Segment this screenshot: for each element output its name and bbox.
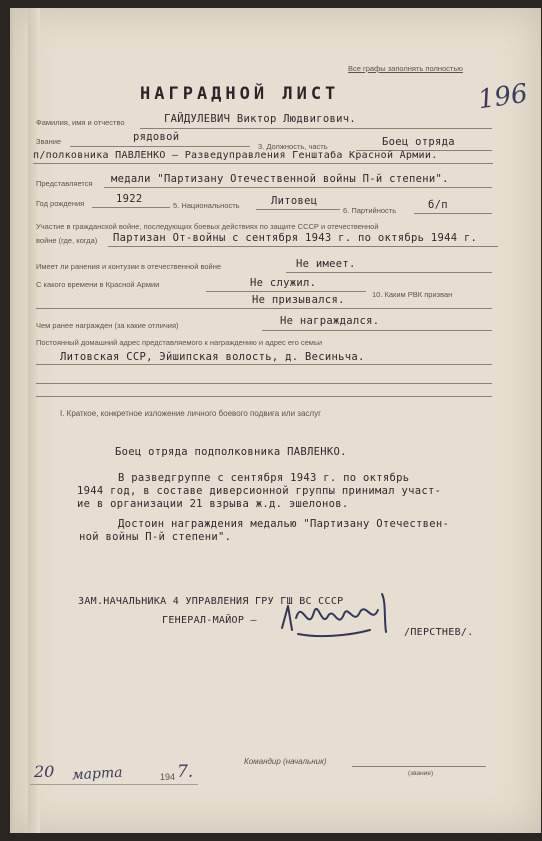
army-value: Не служил. bbox=[250, 277, 317, 289]
commander-label: Командир (начальник) bbox=[244, 757, 327, 766]
presented-label: Представляется bbox=[36, 179, 93, 188]
party-label: 6. Партийность bbox=[343, 206, 397, 215]
narrative-line: Боец отряда подполковника ПАВЛЕНКО. bbox=[115, 446, 347, 458]
address-label: Постоянный домашний адрес представляемого к награждению и адрес его семьи bbox=[36, 338, 323, 347]
rvk-value: Не призывался. bbox=[252, 294, 345, 306]
surname-label: Фамилия, имя и отчество bbox=[36, 118, 125, 127]
position-value-1: Боец отряда bbox=[382, 136, 455, 148]
page-fold bbox=[28, 8, 40, 833]
signatory-title: ЗАМ.НАЧАЛЬНИКА 4 УПРАВЛЕНИЯ ГРУ ГШ ВС СССР bbox=[78, 596, 344, 607]
narrative-line: ной войны П-й степени". bbox=[79, 531, 232, 543]
section-heading: I. Краткое, конкретное изложение личного боевого подвига или заслуг bbox=[60, 409, 321, 418]
date-month: марта bbox=[71, 764, 123, 784]
party-value: б/п bbox=[428, 199, 448, 211]
date-year-digit: 7. bbox=[177, 762, 194, 782]
narrative-line: ие в организации 21 взрыва ж.д. эшелонов. bbox=[77, 498, 349, 510]
awards-value: Не награждался. bbox=[280, 315, 380, 327]
rank-value: рядовой bbox=[133, 131, 180, 143]
narrative-line: 1944 год, в составе диверсионной группы принимал участ- bbox=[77, 485, 442, 497]
signatory-name: /ПЕРСТНЕВ/. bbox=[404, 627, 474, 638]
nationality-value: Литовец bbox=[271, 195, 318, 207]
birth-label: Год рождения bbox=[36, 199, 85, 208]
document-title: НАГРАДНОЙ ЛИСТ bbox=[140, 84, 340, 104]
wounds-label: Имеет ли ранения и контузии в отечественной войне bbox=[36, 262, 222, 271]
position-label: 3. Должность, часть bbox=[258, 142, 328, 151]
page-number: 196 bbox=[476, 78, 530, 116]
address-value: Литовская ССР, Эйшипская волость, д. Весиньча. bbox=[60, 351, 365, 363]
birth-value: 1922 bbox=[116, 193, 143, 205]
surname-value: ГАЙДУЛЕВИЧ Виктор Людвигович. bbox=[164, 113, 357, 125]
presented-value: медали "Партизану Отечественной войны П-й степени". bbox=[111, 173, 449, 185]
nationality-label: 5. Национальность bbox=[173, 201, 240, 210]
rvk-label: 10. Каким РВК призван bbox=[372, 290, 453, 299]
date-year-prefix: 194 bbox=[160, 772, 176, 782]
signatory-rank: ГЕНЕРАЛ-МАЙОР – bbox=[162, 615, 257, 626]
army-label: С какого времени в Красной Армии bbox=[36, 280, 160, 289]
date-day: 20 bbox=[34, 762, 55, 781]
header-note: Все графы заполнять полностью bbox=[348, 64, 463, 73]
handwritten-signature bbox=[278, 588, 398, 644]
participation-value: Партизан От-войны с сентября 1943 г. по октябрь 1944 г. bbox=[113, 232, 478, 244]
position-value-2: п/полковника ПАВЛЕНКО – Разведуправления Генштаба Красной Армии. bbox=[33, 150, 438, 161]
participation-label-1: Участие в гражданской войне, последующих боевых действиях по защите СССР и отечественной bbox=[36, 222, 379, 231]
rank-label: Звание bbox=[36, 137, 62, 146]
narrative-line: В разведгруппе с сентября 1943 г. по октябрь bbox=[118, 472, 410, 484]
awards-label: Чем ранее награжден (за какие отличия) bbox=[36, 321, 179, 330]
participation-label-2: войне (где, когда) bbox=[36, 236, 98, 245]
rank-caption: (звание) bbox=[408, 770, 434, 777]
wounds-value: Не имеет. bbox=[296, 258, 356, 270]
narrative-line: Достоин награждения медалью "Партизану Отечествен- bbox=[118, 518, 450, 530]
award-sheet bbox=[10, 8, 541, 833]
